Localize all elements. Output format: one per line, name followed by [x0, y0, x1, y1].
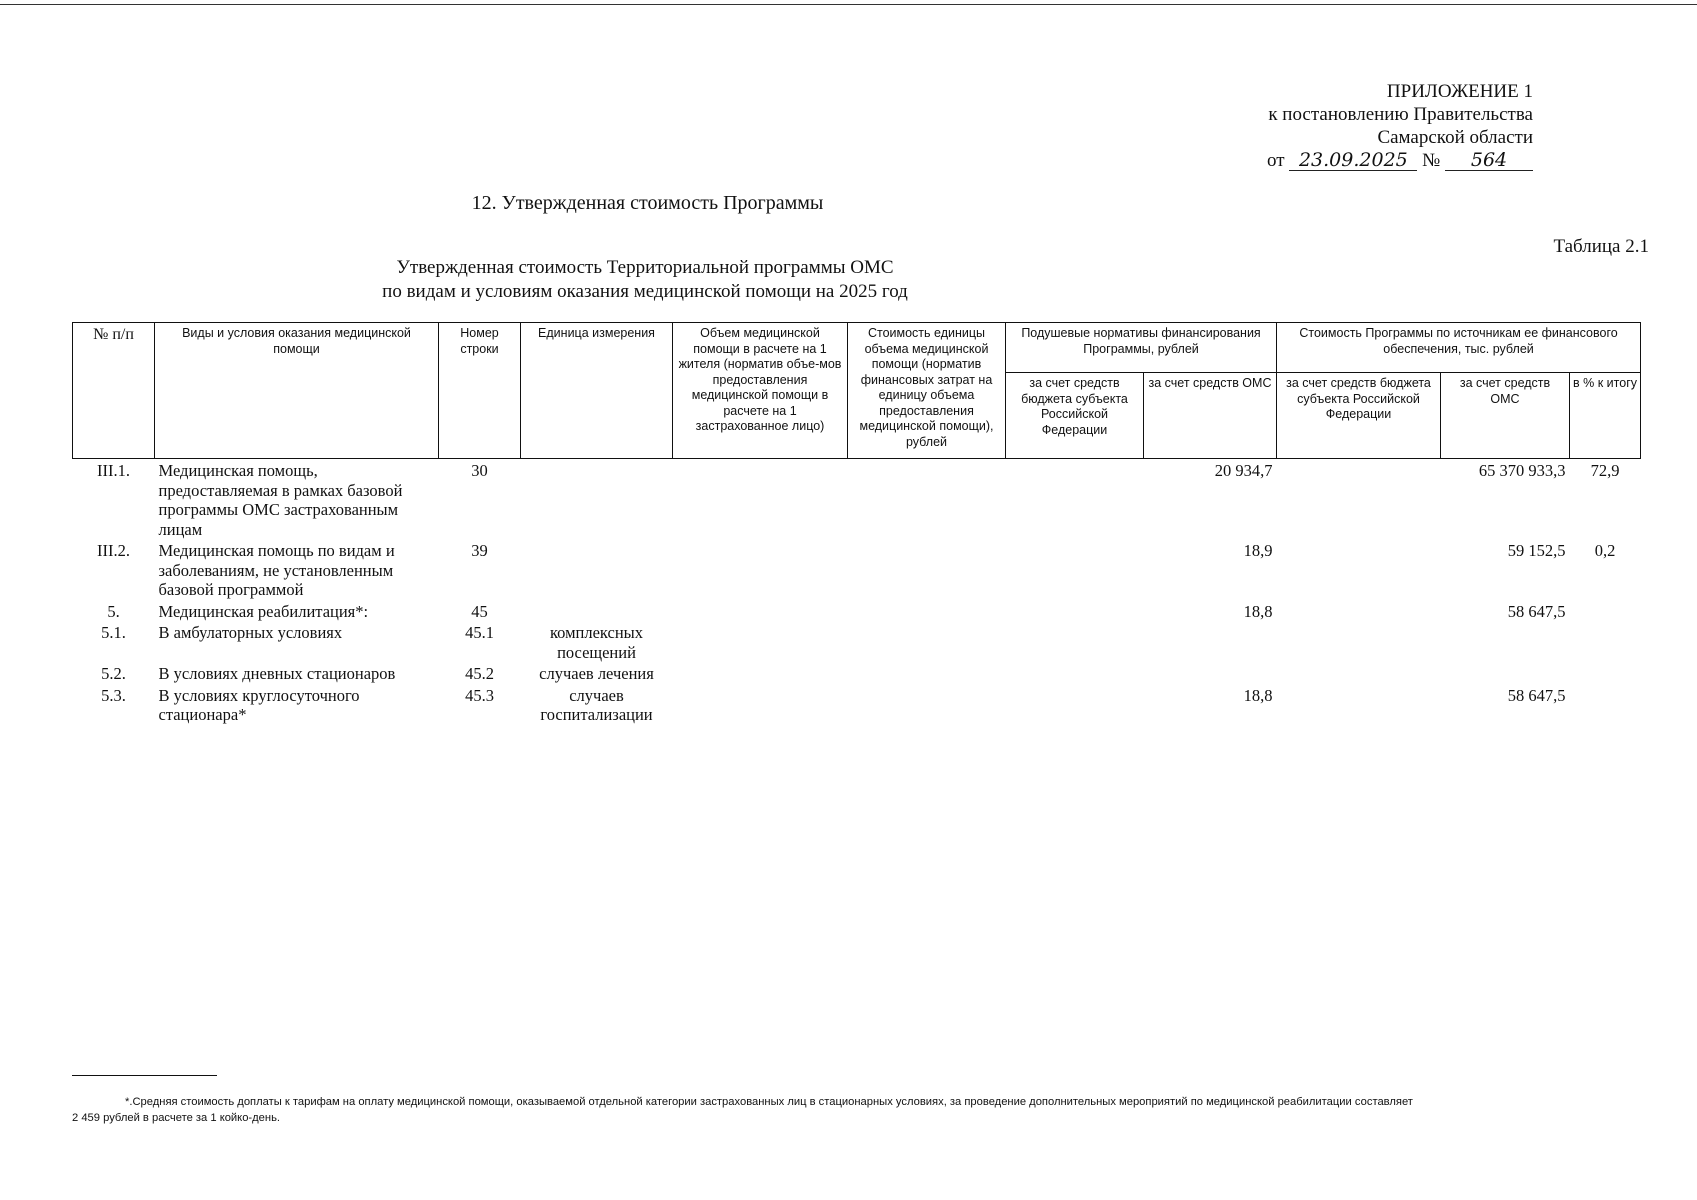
cell-norm-oms: 20 934,7	[1214, 461, 1273, 480]
cell-name: В амбулаторных условиях	[158, 623, 343, 642]
cell-cost-oms: 58 647,5	[1507, 601, 1566, 621]
footnote-line-1: *.Средняя стоимость доплаты к тарифам на оплату медицинской помощи, оказываемой отдельной категории застрахованных лиц в стационарных условиях, за проведение дополнительных мероприятий по медицинской реабилитации составляет	[125, 1096, 1413, 1108]
cell-name: В условиях дневных стационаров	[158, 664, 396, 683]
cell-cost	[848, 539, 1006, 600]
cell-cost-budget	[1277, 459, 1441, 540]
table-row	[73, 539, 1641, 600]
header-group-norms: Подушевые нормативы финансирования Программы, рублей	[1006, 323, 1277, 373]
cell-num: III.1.	[97, 461, 130, 480]
cell-cost	[848, 600, 1006, 622]
appendix-region: Самарской области	[1377, 127, 1533, 148]
cell-unit: комплексных посещений	[549, 623, 644, 662]
header-sub-pct: в % к итогу	[1570, 373, 1641, 459]
cell-cost-budget	[1277, 600, 1441, 622]
cell-norm-budget	[1006, 662, 1144, 684]
cell-name: В условиях круглосуточного стационара*	[158, 685, 360, 724]
cell-pct	[1570, 662, 1641, 684]
cell-norm-budget	[1006, 459, 1144, 540]
cell-name: Медицинская помощь, предоставляемая в рамках базовой программы ОМС застрахованным лицам	[158, 461, 403, 539]
cell-norm-oms: 18,9	[1243, 541, 1273, 560]
footnote-line-2: 2 459 рублей в расчете за 1 койко-день.	[72, 1112, 281, 1124]
cell-cost	[848, 662, 1006, 684]
cell-cost-budget	[1277, 539, 1441, 600]
cell-pct: 0,2	[1594, 541, 1616, 560]
appendix-resolution: к постановлению Правительства	[1268, 104, 1533, 125]
header-sub-oms: за счет средств ОМС	[1144, 373, 1277, 459]
header-unit: Единица измерения	[521, 323, 673, 459]
cell-pct	[1570, 684, 1641, 725]
cell-pct	[1570, 621, 1641, 662]
header-cost: Стоимость единицы объема медицинской помощи (норматив финансовых затрат на единицу объема предоставления медицинской помощи), рублей	[848, 323, 1006, 459]
table-number: Таблица 2.1	[1553, 236, 1649, 257]
appendix-header	[1267, 80, 1533, 172]
header-sub-budget-2: за счет средств бюджета субъекта Российской Федерации	[1277, 373, 1441, 459]
cell-cost	[848, 459, 1006, 540]
cell-cost	[848, 684, 1006, 725]
cell-volume	[673, 459, 848, 540]
footnote-divider	[72, 1075, 217, 1076]
cell-unit	[521, 459, 673, 540]
cell-norm-budget	[1006, 621, 1144, 662]
cell-cost-oms	[1441, 621, 1570, 662]
cell-cost-oms: 65 370 933,3	[1478, 461, 1566, 480]
cell-cost-oms: 58 647,5	[1507, 685, 1566, 705]
top-border-line	[0, 4, 1697, 5]
cell-unit	[521, 600, 673, 622]
cell-unit: случаев госпитализации	[540, 685, 653, 724]
table-row	[73, 600, 1641, 622]
table-row	[73, 684, 1641, 725]
cell-row: 45.1	[465, 623, 494, 642]
cell-norm-oms: 18,8	[1243, 685, 1273, 705]
cell-num: 5.2.	[101, 664, 126, 683]
cell-cost	[848, 621, 1006, 662]
cell-row: 45.2	[465, 664, 494, 683]
handwritten-number: 564	[1445, 150, 1533, 171]
cost-table	[72, 322, 1641, 725]
table-row	[73, 662, 1641, 684]
appendix-date-line	[1267, 149, 1533, 172]
cell-num: III.2.	[97, 541, 130, 560]
table-row	[73, 459, 1641, 540]
cell-num: 5.	[107, 601, 120, 621]
cell-name: Медицинская реабилитация*:	[158, 601, 369, 621]
handwritten-date: 23.09.2025	[1289, 150, 1417, 171]
cell-num: 5.3.	[101, 685, 126, 705]
cell-volume	[673, 600, 848, 622]
header-sub-budget: за счет средств бюджета субъекта Российской Федерации	[1006, 373, 1144, 459]
cell-cost-oms	[1441, 662, 1570, 684]
date-prefix: от	[1267, 150, 1285, 171]
number-label: №	[1422, 150, 1441, 171]
table-title-line-2: по видам и условиям оказания медицинской помощи на 2025 год	[382, 281, 908, 302]
cell-name: Медицинская помощь по видам и заболеваниям, не установленным базовой программой	[158, 541, 395, 599]
header-row: Номер строки	[439, 323, 521, 459]
table-row	[73, 621, 1641, 662]
header-sub-oms-2: за счет средств ОМС	[1441, 373, 1570, 459]
header-volume: Объем медицинской помощи в расчете на 1 жителя (норматив объе-мов предоставления медицинской помощи в расчете на 1 застрахованное лицо)	[673, 323, 848, 459]
header-type: Виды и условия оказания медицинской помощи	[155, 323, 439, 459]
cell-norm-oms	[1144, 662, 1277, 684]
cell-cost-budget	[1277, 684, 1441, 725]
appendix-title: ПРИЛОЖЕНИЕ 1	[1386, 81, 1533, 102]
cell-row: 30	[471, 461, 488, 480]
cell-volume	[673, 539, 848, 600]
footnote	[72, 1094, 1650, 1126]
cell-cost-budget	[1277, 662, 1441, 684]
cell-pct: 72,9	[1590, 461, 1620, 480]
table-title	[0, 256, 1290, 304]
cell-norm-budget	[1006, 684, 1144, 725]
cell-volume	[673, 684, 848, 725]
cell-norm-budget	[1006, 600, 1144, 622]
cell-row: 45	[471, 601, 488, 621]
cell-num: 5.1.	[101, 623, 126, 642]
table-title-line-1: Утвержденная стоимость Территориальной программы ОМС	[396, 257, 894, 278]
cell-norm-oms	[1144, 621, 1277, 662]
cell-cost-oms: 59 152,5	[1507, 541, 1566, 560]
cell-pct	[1570, 600, 1641, 622]
cell-volume	[673, 621, 848, 662]
header-group-cost: Стоимость Программы по источникам ее финансового обеспечения, тыс. рублей	[1277, 323, 1641, 373]
cell-unit	[521, 539, 673, 600]
cell-norm-oms: 18,8	[1243, 601, 1273, 621]
cell-row: 45.3	[465, 685, 494, 705]
cell-row: 39	[471, 541, 488, 560]
cell-unit: случаев лечения	[539, 664, 654, 683]
cell-volume	[673, 662, 848, 684]
cell-norm-budget	[1006, 539, 1144, 600]
section-title: 12. Утвержденная стоимость Программы	[471, 192, 824, 214]
header-num: № п/п	[73, 323, 155, 459]
cell-cost-budget	[1277, 621, 1441, 662]
